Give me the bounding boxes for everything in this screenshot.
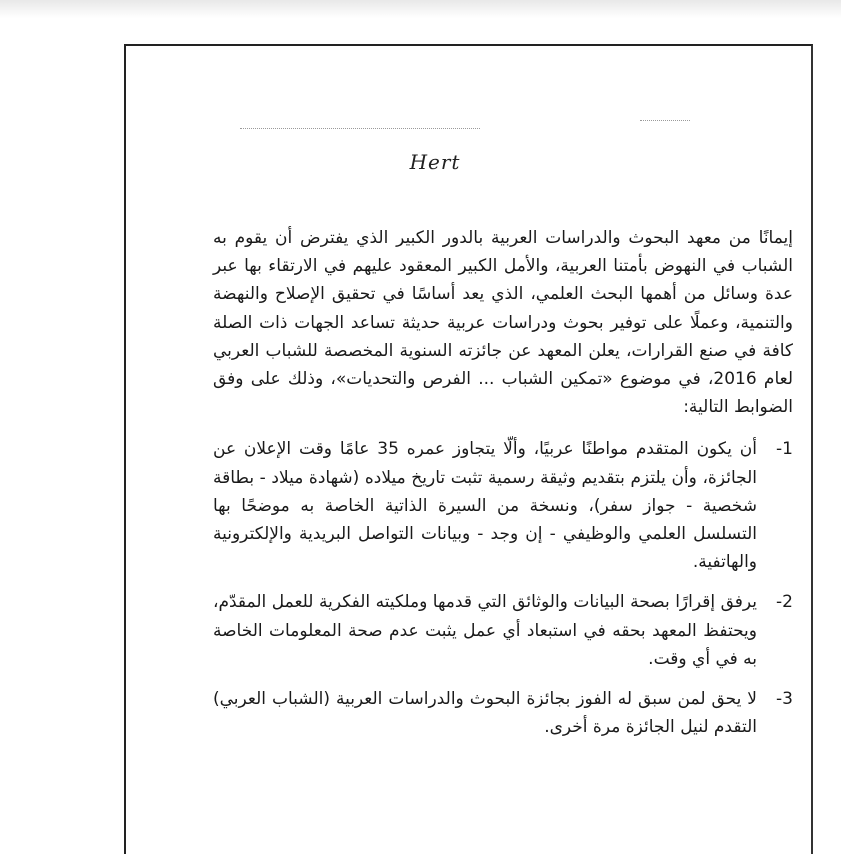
condition-number: -1 <box>776 439 793 460</box>
condition-text: أن يكون المتقدم مواطنًا عربيًا، وألّا يتجاوز عمره 35 عامًا وقت الإعلان عن الجائزة، وأن يلتزم بتقديم وثيقة رسمية تثبت تاريخ ميلاده (شهادة ميلاد - بطاقة شخصية - جواز سفر)، ونسخة من السيرة الذاتية الخاصة به موضحًا بها التسلسل العلمي والوظيفي - إن وجد - وبيانات التواصل البريدية والإلكترونية والهاتفية. <box>213 439 758 573</box>
condition-number: -3 <box>776 689 793 710</box>
condition-text: يرفق إقرارًا بصحة البيانات والوثائق التي قدمها وملكيته الفكرية للعمل المقدّم، ويحتفظ المعهد بحقه في استبعاد أي عمل يثبت عدم صحة المعلومات الخاصة به في أي وقت. <box>213 592 757 669</box>
condition-number: -2 <box>776 592 793 613</box>
scan-top-edge <box>0 0 841 18</box>
scan-speckle <box>640 120 690 121</box>
scan-speckle <box>240 128 480 129</box>
conditions-list <box>213 435 793 741</box>
document-body <box>213 224 793 753</box>
handwritten-heading: Hert <box>409 150 461 174</box>
condition-text: لا يحق لمن سبق له الفوز بجائزة البحوث والدراسات العربية (الشباب العربي) التقدم لنيل الجائزة مرة أخرى. <box>213 689 757 738</box>
intro-paragraph: إيمانًا من معهد البحوث والدراسات العربية بالدور الكبير الذي يفترض أن يقوم به الشباب في النهوض بأمتنا العربية، والأمل الكبير المعقود عليهم في الارتقاء بها عبر عدة وسائل من أهمها البحث العلمي، الذي يعد أساسًا في تحقيق الإصلاح والنهضة والتنمية، وعملًا على توفير بحوث ودراسات عربية حديثة تساعد الجهات ذات الصلة كافة في صنع القرارات، يعلن المعهد عن جائزته السنوية المخصصة للشباب العربي لعام 2016، في موضوع «تمكين الشباب ... الفرص والتحديات»، وذلك على وفق الضوابط التالية: <box>213 228 793 418</box>
condition-item <box>213 435 793 576</box>
condition-item <box>213 685 793 741</box>
condition-item <box>213 588 793 673</box>
